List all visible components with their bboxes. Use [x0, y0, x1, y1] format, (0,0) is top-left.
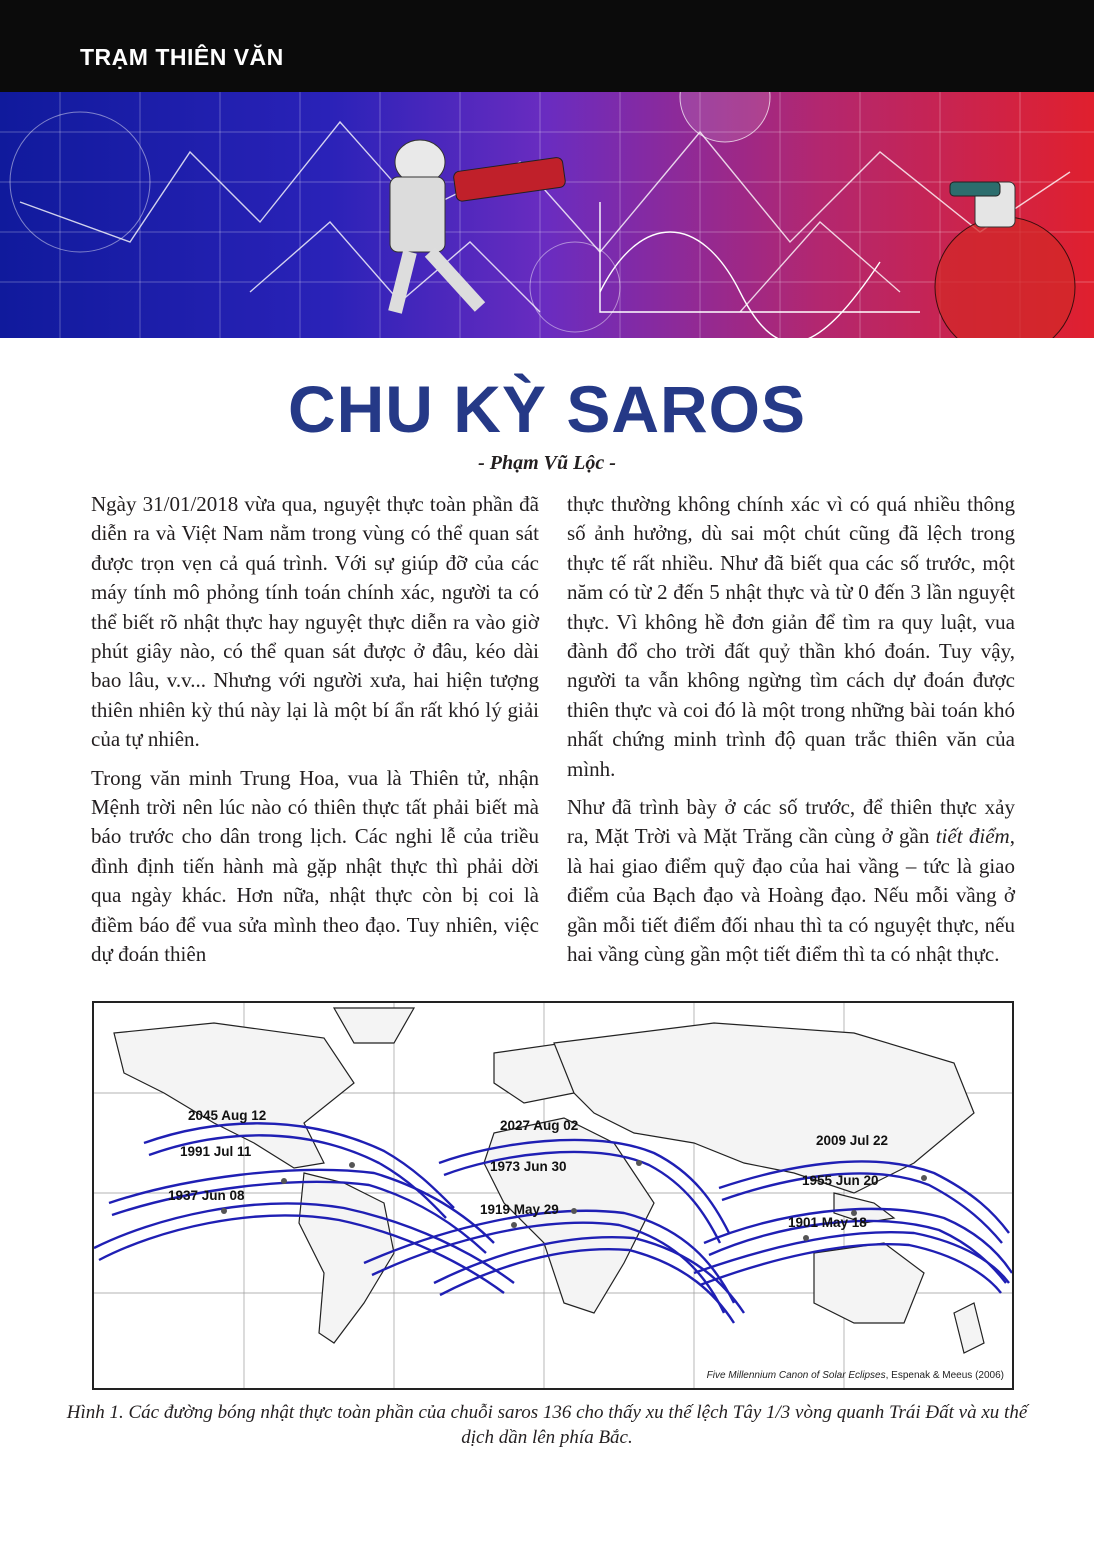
- path-label: 1991 Jul 11: [180, 1144, 252, 1159]
- article-author: - Phạm Vũ Lộc -: [478, 452, 616, 474]
- constellation-lines: [20, 122, 1070, 312]
- path-label: 1973 Jun 30: [490, 1159, 567, 1174]
- paragraph: thực thường không chính xác vì có quá nhiều thông số ảnh hưởng, dù sai một chút cũng đã lệch trong thực tế rất nhiều. Như đã biết qua các số trước, một năm có từ 2 đến 5 nhật thực và từ 0 đến 3 lần nguyệt thực. Vì không hề đơn giản để tìm ra quy luật, vua đành đổ cho trời đất quỷ thần khó đoán. Tuy vậy, người ta vẫn không ngừng tìm cách dự đoán được thiên thực và coi đó là một trong những bài toán khó nhất chứng minh trình độ quan trắc thiên văn của mình.: [567, 492, 1015, 781]
- small-astronaut-icon: [950, 182, 1015, 227]
- paragraph: Ngày 31/01/2018 vừa qua, nguyệt thực toàn phần đã diễn ra và Việt Nam nằm trong vùng có thể quan sát được trọn vẹn cả quá trình. Với sự giúp đỡ của các máy tính mô phỏng tính toán chính xác, người ta có thể biết rõ nhật thực hay nguyệt thực diễn ra vào giờ phút giây nào, có thể quan sát được ở đâu, kéo dài bao lâu, v.v... Nhưng với người xưa, hai hiện tượng thiên nhiên kỳ thú này lại là một bí ẩn rất khó lý giải của tự nhiên.: [91, 492, 539, 752]
- left-column: [91, 490, 539, 979]
- path-label: 1955 Jun 20: [802, 1173, 879, 1188]
- banner-illustration: [0, 92, 1094, 338]
- red-globe-icon: [935, 217, 1075, 338]
- world-map: [94, 1003, 1012, 1388]
- path-label: 2027 Aug 02: [500, 1118, 579, 1133]
- eclipse-path-map: [92, 1001, 1014, 1390]
- section-label: TRẠM THIÊN VĂN: [80, 44, 284, 70]
- credit-title: Five Millennium Canon of Solar Eclipses: [706, 1370, 886, 1381]
- emphasized-term: tiết điểm: [935, 824, 1010, 849]
- header-banner: [0, 92, 1094, 338]
- header-bar: [0, 0, 1094, 92]
- paragraph-text: , là hai giao điểm quỹ đạo của hai vầng – tức là giao điểm của Bạch đạo và Hoàng đạo. Nếu mỗi vầng ở gần mỗi tiết điểm đối nhau thì ta có nguyệt thực, nếu hai vầng cùng gần một tiết điểm thì ta có nhật thực.: [567, 824, 1015, 967]
- paragraph: [567, 793, 1015, 969]
- path-label: 1901 May 18: [788, 1215, 867, 1230]
- path-label: 1937 Jun 08: [168, 1188, 245, 1203]
- paragraph: Trong văn minh Trung Hoa, vua là Thiên tử, nhận Mệnh trời nên lúc nào có thiên thực tất phải biết mà báo trước cho dân trong lịch. Các nghi lễ của triều đình định tiến hành mà gặp nhật thực thì phải dời qua ngày khác. Hơn nữa, nhật thực còn bị coi là điềm báo để vua sửa mình theo đạo. Tuy nhiên, việc dự đoán thiên: [91, 765, 539, 967]
- article-title: CHU KỲ SAROS: [287, 372, 807, 446]
- path-label: 1919 May 29: [480, 1202, 559, 1217]
- path-label: 2009 Jul 22: [816, 1133, 889, 1148]
- geodesic-sphere-icon: [680, 92, 770, 142]
- paragraph-text: Như đã trình bày ở các số trước, để thiên thực xảy ra, Mặt Trời và Mặt Trăng cần cùng ở gần: [567, 795, 1015, 849]
- map-credit: [707, 1370, 1004, 1381]
- credit-authors: , Espenak & Meeus (2006): [885, 1370, 1004, 1381]
- path-label: 2045 Aug 12: [188, 1108, 267, 1123]
- figure-caption: Hình 1. Các đường bóng nhật thực toàn phần của chuỗi saros 136 cho thấy xu thế lệch Tây 1/3 vòng quanh Trái Đất và xu thế dịch dần lên phía Bắc.: [66, 1402, 1028, 1448]
- right-column: [567, 490, 1015, 979]
